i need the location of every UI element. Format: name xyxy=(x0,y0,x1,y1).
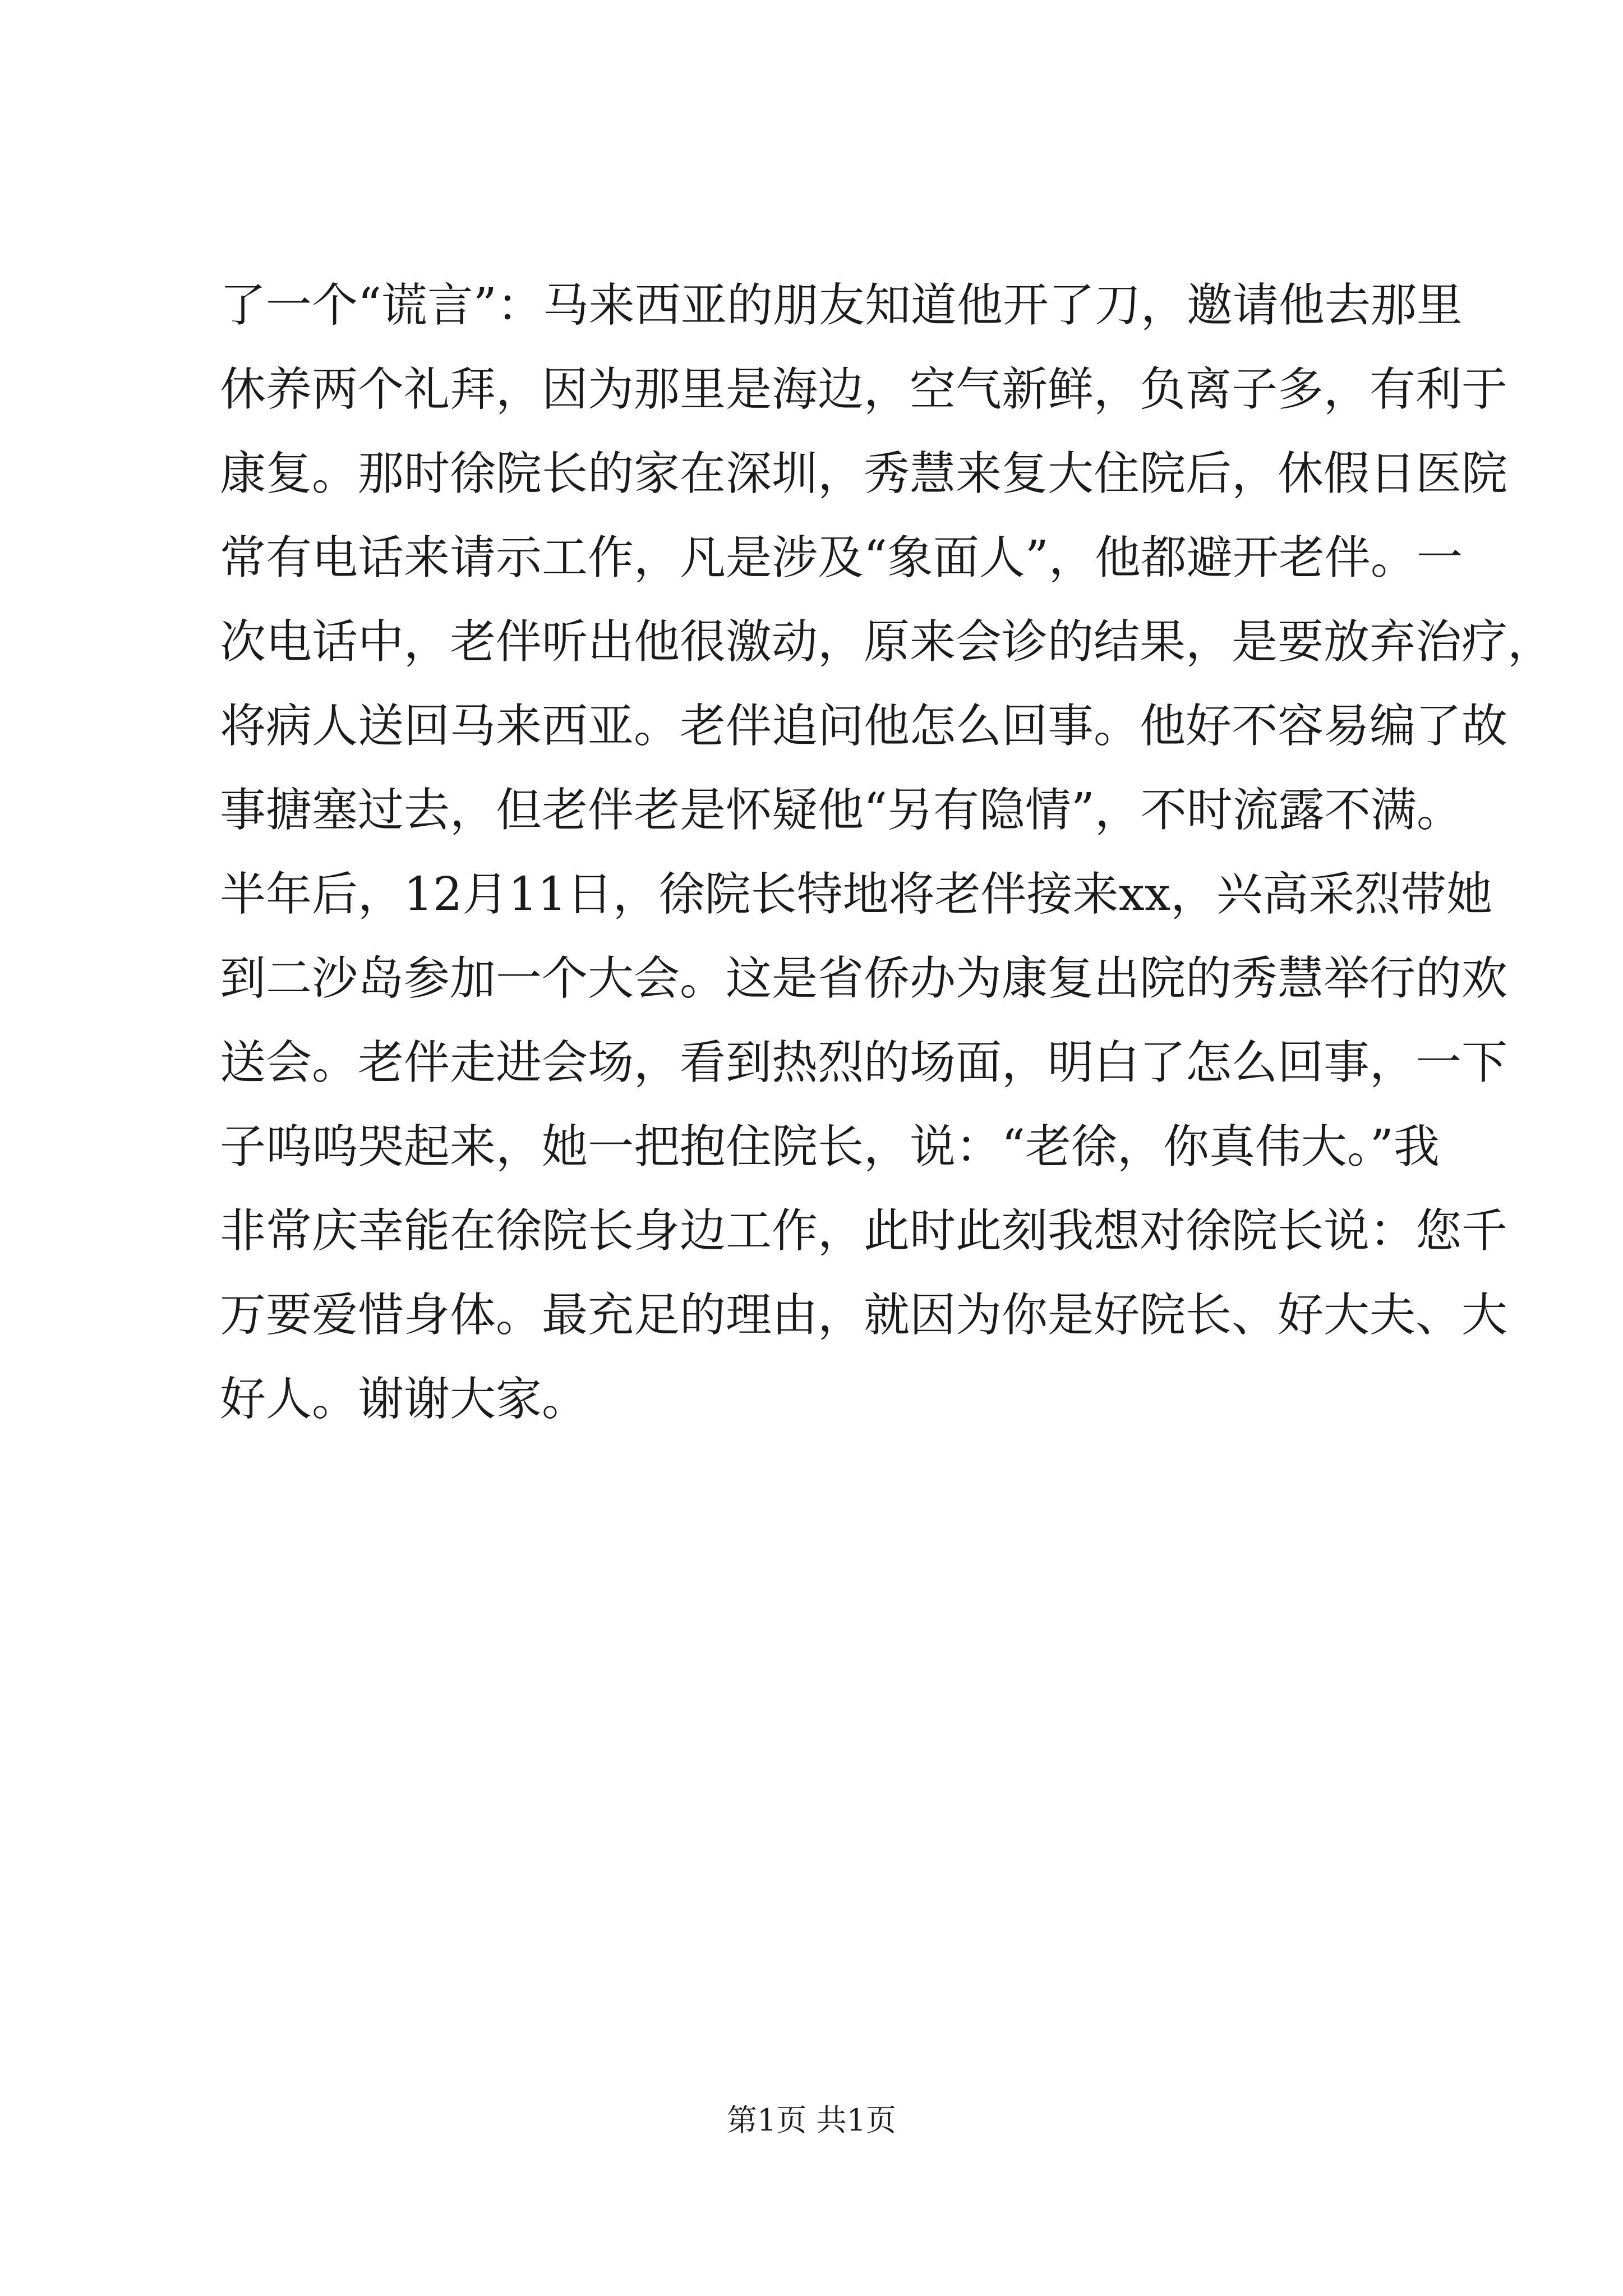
text-line: 到二沙岛参加一个大会。这是省侨办为康复出院的秀慧举行的欢 xyxy=(220,952,1508,1005)
body-text xyxy=(220,264,1554,1442)
text-line: 半年后，12月11日，徐院长特地将老伴接来xx，兴高采烈带她 xyxy=(220,868,1493,921)
text-line: 休养两个礼拜，因为那里是海边，空气新鲜，负离子多，有利于 xyxy=(220,363,1508,416)
text-line: 常有电话来请示工作，凡是涉及“象面人”，他都避开老伴。一 xyxy=(220,531,1463,585)
text-line: 万要爱惜身体。最充足的理由，就因为你是好院长、好大夫、大 xyxy=(220,1289,1508,1342)
text-line: 康复。那时徐院长的家在深圳，秀慧来复大住院后，休假日医院 xyxy=(220,447,1508,500)
text-line: 次电话中，老伴听出他很激动，原来会诊的结果，是要放弃治疗， xyxy=(220,615,1554,669)
text-line: 非常庆幸能在徐院长身边工作，此时此刻我想对徐院长说：您千 xyxy=(220,1204,1508,1258)
text-line: 好人。谢谢大家。 xyxy=(220,1373,588,1426)
page-footer: 第1页 共1页 xyxy=(727,2102,896,2138)
text-line: 了一个“谎言”：马来西亚的朋友知道他开了刀，邀请他去那里 xyxy=(220,279,1463,332)
text-line: 子呜呜哭起来，她一把抱住院长，说：“老徐，你真伟大。”我 xyxy=(220,1120,1440,1174)
text-line: 将病人送回马来西亚。老伴追问他怎么回事。他好不容易编了故 xyxy=(220,700,1508,753)
text-line: 送会。老伴走进会场，看到热烈的场面，明白了怎么回事，一下 xyxy=(220,1036,1508,1089)
text-line: 事搪塞过去，但老伴老是怀疑他“另有隐情”，不时流露不满。 xyxy=(220,784,1463,837)
